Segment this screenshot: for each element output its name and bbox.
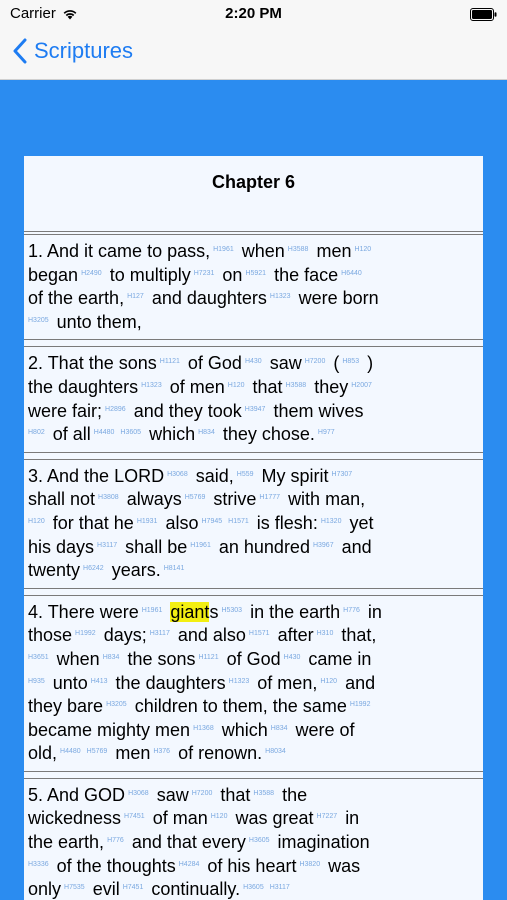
strong-ref[interactable]: H7945 — [201, 517, 223, 525]
strong-ref[interactable]: H1961 — [190, 541, 211, 549]
strong-ref[interactable]: H1961 — [213, 246, 234, 253]
strong-ref[interactable]: H4284 — [178, 860, 200, 868]
search-highlight[interactable]: giant — [170, 601, 210, 622]
verse-word[interactable]: ( — [333, 353, 340, 374]
strong-ref[interactable]: H7200 — [191, 789, 213, 797]
verse-word[interactable]: with man, — [288, 489, 366, 510]
verse-word[interactable]: on — [222, 264, 243, 285]
verse-word[interactable]: of men, — [257, 672, 318, 693]
strong-ref[interactable]: H5303 — [221, 606, 243, 614]
strong-ref[interactable]: H802 — [28, 429, 45, 437]
strong-ref[interactable]: H3808 — [98, 494, 119, 502]
strong-ref[interactable]: H834 — [198, 429, 215, 437]
verse-word[interactable]: and daughters — [151, 288, 267, 309]
verse-word[interactable]: evil — [92, 879, 120, 900]
verse-word[interactable]: which — [221, 719, 268, 740]
strong-ref[interactable]: H120 — [354, 246, 372, 253]
verse-word[interactable]: of God — [226, 648, 281, 669]
strong-ref[interactable]: H310 — [316, 630, 334, 638]
strong-ref[interactable]: H430 — [244, 358, 262, 366]
strong-ref[interactable]: H2007 — [351, 381, 372, 389]
strong-ref[interactable]: H4480 — [60, 748, 81, 756]
chevron-left-icon — [12, 38, 28, 64]
strong-ref[interactable]: H3605 — [243, 884, 264, 892]
strong-ref[interactable]: H3068 — [167, 470, 188, 478]
back-button[interactable] — [12, 38, 133, 64]
strong-ref[interactable]: H6440 — [341, 269, 362, 277]
verse-item[interactable] — [24, 778, 483, 900]
strong-ref[interactable]: H3068 — [128, 789, 149, 797]
strong-ref[interactable]: H1777 — [259, 494, 281, 502]
strong-ref[interactable]: H430 — [283, 653, 301, 661]
verse-word[interactable]: My spirit — [261, 465, 329, 486]
verse-word[interactable]: they chose. — [222, 424, 315, 445]
strong-ref[interactable]: H3967 — [312, 541, 334, 549]
clock: 2:20 PM — [225, 5, 282, 22]
strong-ref[interactable]: H1323 — [269, 293, 291, 301]
verse-word[interactable]: yet — [349, 512, 374, 533]
strong-ref[interactable]: H3117 — [149, 630, 170, 638]
verse-word[interactable]: imagination — [277, 832, 370, 853]
strong-ref[interactable]: H1320 — [320, 517, 342, 525]
verse-word[interactable]: that — [220, 784, 251, 805]
strong-ref[interactable]: H376 — [153, 748, 171, 756]
verse-word[interactable]: unto them, — [56, 311, 142, 332]
strong-ref[interactable]: H3588 — [287, 246, 309, 253]
strong-ref[interactable]: H3588 — [285, 381, 307, 389]
verse-word[interactable]: old, — [28, 743, 58, 764]
strong-ref[interactable]: H3588 — [253, 789, 275, 797]
verse-word[interactable]: the face — [274, 264, 339, 285]
verse-word[interactable]: the daughters — [115, 672, 226, 693]
verse-word[interactable]: 1. And it came to pass, — [28, 241, 211, 261]
verse-word[interactable]: days; — [103, 625, 147, 646]
strong-ref[interactable]: H120 — [28, 517, 45, 525]
verse-word[interactable]: them wives — [273, 400, 364, 421]
verse-word[interactable]: an hundred — [218, 536, 310, 557]
verse-word[interactable]: 2. That the sons — [28, 353, 157, 374]
strong-ref[interactable]: H7451 — [124, 813, 145, 821]
verse-item[interactable] — [24, 595, 483, 772]
verse-word[interactable]: after — [277, 625, 314, 646]
verse-word[interactable]: continually. — [151, 879, 241, 900]
strong-ref[interactable]: H1323 — [228, 677, 250, 685]
verse-word[interactable]: of all — [52, 424, 91, 445]
navigation-bar — [0, 28, 507, 80]
verse-word[interactable]: is flesh: — [256, 512, 318, 533]
verse-word[interactable]: unto — [52, 672, 88, 693]
verse-word[interactable]: were fair; — [28, 400, 103, 421]
strong-ref[interactable]: H1121 — [198, 653, 219, 661]
verse-word[interactable]: that — [252, 376, 283, 397]
verse-word[interactable]: and also — [177, 625, 246, 646]
strong-ref[interactable]: H2490 — [81, 269, 102, 277]
verse-word[interactable]: men — [316, 241, 352, 261]
strong-ref[interactable]: H834 — [270, 724, 288, 732]
strong-ref[interactable]: H1571 — [248, 630, 270, 638]
verse-word[interactable]: twenty — [28, 560, 81, 581]
strong-ref[interactable]: H559 — [236, 470, 254, 478]
strong-ref[interactable]: H1368 — [193, 724, 214, 732]
verse-word[interactable]: of renown. — [178, 743, 263, 764]
verse-word[interactable]: the daughters — [28, 376, 139, 397]
verse-word[interactable]: the — [282, 784, 308, 805]
verse-word[interactable]: always — [126, 489, 182, 510]
strong-ref[interactable]: H3605 — [248, 837, 270, 845]
status-bar — [0, 0, 507, 28]
verse-word[interactable]: were of — [295, 719, 355, 740]
verse-word[interactable]: they bare — [28, 696, 104, 717]
verse-item[interactable] — [24, 234, 483, 340]
verse-word[interactable]: the earth, — [28, 832, 105, 853]
verse-word[interactable]: began — [28, 264, 79, 285]
verse-word[interactable]: saw — [269, 353, 302, 374]
strong-ref[interactable]: H7535 — [64, 884, 85, 892]
strong-ref[interactable]: H1323 — [141, 381, 162, 389]
strong-ref[interactable]: H7231 — [193, 269, 215, 277]
strong-ref[interactable]: H834 — [102, 653, 120, 661]
strong-ref[interactable]: H7307 — [331, 470, 353, 478]
strong-ref[interactable]: H3117 — [97, 541, 118, 549]
verse-word[interactable]: came in — [308, 648, 372, 669]
strong-ref[interactable]: H977 — [317, 429, 335, 437]
verse-word[interactable]: of his heart — [207, 855, 297, 876]
verse-word[interactable]: 3. And the LORD — [28, 465, 165, 486]
strong-ref[interactable]: H8034 — [265, 748, 286, 756]
verse-word[interactable]: shall be — [125, 536, 188, 557]
verse-word[interactable]: those — [28, 625, 73, 646]
verse-word[interactable]: also — [165, 512, 199, 533]
verse-word[interactable]: of God — [187, 353, 242, 374]
verse-word[interactable]: his days — [28, 536, 95, 557]
strong-ref[interactable]: H413 — [90, 677, 108, 685]
verse-word[interactable]: in the earth — [250, 601, 341, 622]
verse-word[interactable]: was great — [235, 808, 314, 829]
verse-word[interactable]: the sons — [127, 648, 196, 669]
verse-word[interactable]: 4. There were — [28, 601, 139, 622]
strong-ref[interactable]: H127 — [127, 293, 144, 301]
strong-ref[interactable]: H5921 — [245, 269, 267, 277]
verse-word[interactable]: saw — [156, 784, 189, 805]
chapter-title: Chapter 6 — [211, 172, 296, 192]
verse-word[interactable]: s — [209, 601, 219, 622]
verse-word[interactable]: was — [328, 855, 361, 876]
verse-word[interactable]: were born — [298, 288, 379, 309]
verse-word[interactable]: ) — [367, 353, 374, 374]
strong-ref[interactable]: H776 — [343, 606, 360, 614]
verse-word[interactable]: to multiply — [109, 264, 191, 285]
verse-word[interactable]: men — [115, 743, 151, 764]
verse-word[interactable]: for that he — [52, 512, 134, 533]
strong-ref[interactable]: H935 — [28, 677, 45, 685]
strong-ref[interactable]: H3947 — [244, 405, 266, 413]
verse-word[interactable]: which — [149, 424, 196, 445]
strong-ref[interactable]: H120 — [210, 813, 228, 821]
strong-ref[interactable]: H5769 — [184, 494, 206, 502]
strong-ref[interactable]: H3820 — [299, 860, 321, 868]
verse-word[interactable]: in — [367, 601, 382, 622]
verse-item[interactable] — [24, 459, 483, 589]
verse-word[interactable]: and — [341, 536, 372, 557]
strong-ref[interactable]: H6242 — [83, 565, 104, 573]
strong-ref[interactable]: H2896 — [105, 405, 126, 413]
verse-word[interactable]: of the thoughts — [56, 855, 176, 876]
verse-word[interactable]: they — [314, 376, 349, 397]
verse-word[interactable]: in — [345, 808, 360, 829]
strong-ref[interactable]: H4480 — [93, 429, 115, 437]
strong-ref[interactable]: H120 — [227, 381, 245, 389]
strong-ref[interactable]: H776 — [107, 837, 124, 845]
verse-word[interactable]: that, — [341, 625, 377, 646]
verse-item[interactable] — [24, 346, 483, 452]
verse-word[interactable]: when — [56, 648, 100, 669]
strong-ref[interactable]: H1992 — [349, 701, 371, 709]
strong-ref[interactable]: H120 — [320, 677, 338, 685]
strong-ref[interactable]: H1961 — [141, 606, 163, 614]
verse-word[interactable]: shall not — [28, 489, 96, 510]
strong-ref[interactable]: H1121 — [159, 358, 180, 366]
verse-word[interactable]: and — [345, 672, 376, 693]
verse-word[interactable]: strive — [213, 489, 257, 510]
verse-word[interactable]: when — [241, 241, 285, 261]
strong-ref[interactable]: H3117 — [269, 884, 290, 892]
strong-ref[interactable]: H3205 — [106, 701, 127, 709]
strong-ref[interactable]: H1931 — [136, 517, 158, 525]
strong-ref[interactable]: H853 — [342, 358, 360, 366]
verse-word[interactable]: of man — [152, 808, 208, 829]
scripture-card[interactable] — [24, 156, 483, 900]
carrier-label: Carrier — [10, 5, 56, 22]
strong-ref[interactable]: H7200 — [304, 358, 326, 366]
strong-ref[interactable]: H3336 — [28, 860, 49, 868]
verse-word[interactable]: of the earth, — [28, 288, 125, 309]
verse-word[interactable]: 5. And GOD — [28, 784, 126, 805]
strong-ref[interactable]: H1571 — [228, 517, 249, 525]
strong-ref[interactable]: H8141 — [163, 565, 185, 573]
strong-ref[interactable]: H3651 — [28, 653, 49, 661]
strong-ref[interactable]: H5769 — [86, 748, 108, 756]
strong-ref[interactable]: H3205 — [28, 316, 49, 324]
verse-word[interactable]: children to them, the same — [134, 696, 347, 717]
verse-word[interactable]: only — [28, 879, 62, 900]
strong-ref[interactable]: H1992 — [75, 630, 96, 638]
verse-word[interactable]: became mighty men — [28, 719, 191, 740]
verse-word[interactable]: and that every — [131, 832, 246, 853]
battery-icon — [470, 8, 497, 21]
verse-word[interactable]: wickedness — [28, 808, 122, 829]
verse-word[interactable]: of men — [169, 376, 225, 397]
chapter-header — [24, 156, 483, 232]
verse-word[interactable]: said, — [195, 465, 234, 486]
verse-word[interactable]: years. — [111, 560, 161, 581]
strong-ref[interactable]: H7451 — [122, 884, 144, 892]
strong-ref[interactable]: H3605 — [120, 429, 142, 437]
back-button-label: Scriptures — [34, 38, 134, 63]
strong-ref[interactable]: H7227 — [316, 813, 338, 821]
verse-word[interactable]: and they took — [133, 400, 242, 421]
